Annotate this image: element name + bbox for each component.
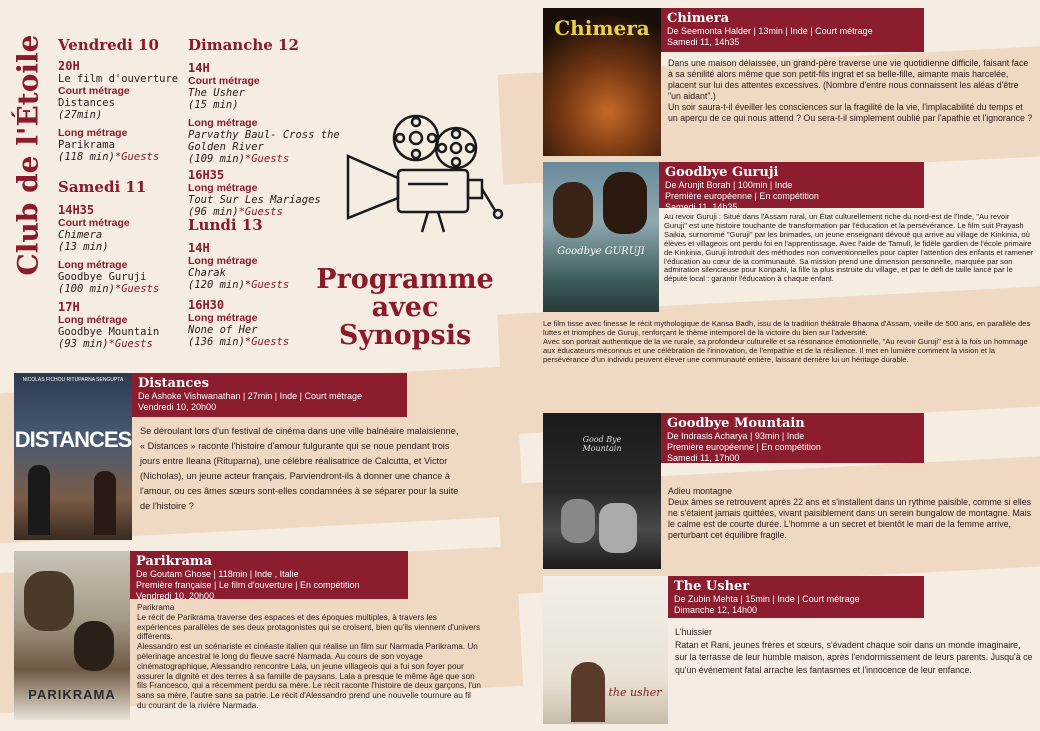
guruji-poster: Goodbye GURUJI (543, 162, 659, 312)
parikrama-poster: PARIKRAMA (14, 551, 130, 720)
time-label: 14H (188, 241, 210, 255)
usher-header (668, 576, 924, 618)
film-duration: (100 min)*Guests (58, 283, 160, 295)
schedule-sunday (188, 36, 348, 218)
category-label: Long métrage (58, 259, 128, 271)
film-date: Samedi 11, 17h00 (667, 453, 740, 463)
parikrama-synopsis: Parikrama Le récit de Parikrama traverse des espaces et des époques multiples, à travers les expériences parallèles de ses deux protagonistes qui se croisent, bien qu'ils viennent d'univers différents. Alessandro est un scénariste et cinéaste italien qui réalise un film sur Narmada Parikrama. Un pèlerinage ancestral le long du fleuve sacré Narmada. Au cours de son voyage cinématographique, Alessandro rencontre Lala, un jeune villageois qui a fui son foyer pour assurer la dignité et des terres à sa famille de paysans. Lala a presque le même âge que son fils Francesco, qui a récemment perdu sa mère. Le récit raconte l'histoire de deux garçons, l'un sans sa mère, l'autre sans sa patrie. Le récit d'Alessandro prend une nouvelle tournure au fil du courant de la rivière Narmada. (137, 603, 481, 710)
guests-label: *Guests (108, 338, 153, 350)
day-label: Vendredi 10 (58, 36, 159, 54)
film-date: Vendredi 10, 20h00 (138, 402, 217, 412)
film-meta-2: Première française | Le film d'ouverture | En compétition (136, 580, 360, 590)
guests-label: *Guests (114, 283, 160, 295)
film-title-cont: Golden River (188, 141, 264, 153)
guests-label: *Guests (114, 151, 160, 163)
mountain-poster: Good Bye Mountain (543, 413, 661, 569)
film-title: Distances (58, 97, 115, 109)
film-duration: (96 min)*Guests (188, 206, 283, 218)
film-title: Goodbye Guruji (665, 165, 779, 180)
distances-synopsis: Se déroulant lors d'un festival de cinéma dans une ville balnéaire malaisienne, « Distances » raconte l'histoire d'amour fulgurante qui se noue pendant trois jours entre Ileana (Rituparna), une célèbre réalisatrice de Calcutta, et Victor (Nicholas), un jeune acteur français. Parviendront-ils à donner une chance à l'amour, ou ces âmes sœurs sont-elles condamnées à se séparer pour la suite de l'histoire ? (140, 426, 459, 511)
category-label: Court métrage (58, 85, 130, 97)
film-meta: De Goutam Ghose | 118min | Inde , Italie (136, 569, 299, 579)
film-title: Goodbye Guruji (58, 271, 147, 283)
film-date: Vendredi 10, 20h00 (136, 591, 215, 601)
film-title: Goodbye Mountain (58, 326, 160, 338)
distances-header (132, 373, 407, 417)
program-title: Programme avec Synopsis (316, 264, 494, 351)
film-meta-2: Première européenne | En compétition (665, 191, 819, 201)
film-title: Parikrama (58, 139, 115, 151)
film-title: None of Her (188, 324, 258, 336)
distances-poster: NICOLAS FICHOU RITUPARNA SENGUPTA DISTANCES (14, 373, 132, 540)
film-date: Dimanche 12, 14h00 (674, 605, 758, 615)
film-meta: De Zubin Mehta | 15min | Inde | Court métrage (674, 594, 860, 604)
schedule-friday (58, 36, 183, 163)
category-label: Long métrage (188, 182, 258, 194)
category-label: Court métrage (188, 75, 260, 87)
film-meta: De Ashoke Vishwanathan | 27min | Inde | Court métrage (138, 391, 362, 401)
film-title: Charak (188, 267, 226, 279)
film-duration: (136 min)*Guests (188, 336, 290, 348)
mountain-synopsis: Adieu montagne Deux âmes se retrouvent après 22 ans et s'installent dans un rythme paisible, comme si elles ne s'étaient jamais quittées, vivant paisiblement dans un serein bungalow de montagne. Mais le calme est de courte durée. L'homme a un secret et bientôt le mari de la femme arrive, perturbant cet équilibre fragile. (668, 486, 1032, 540)
club-title: Club de l'Étoile (11, 34, 45, 276)
guruji-synopsis-1: Au revoir Guruji : Situé dans l'Assam rural, un État culturellement riche du nord-est de l'Inde, "Au revoir Guruji" est une histoire touchante de transformation par l'éducation et la persévérance. Le film suit Prayash Saikia, surnommé "Guruji" par les brimades, un jeune enseignant dévoué qui arrive au village de Kinkinia, où élèves et villageois ont perdu foi en l'apprentissage. Avec l'aide de Tamuli, le fidèle gardien de l'école primaire de Kinkinia, Guruji introduit des méthodes non conventionnelles pour capter l'attention des enfants et ramener l'éducation au cœur de la communauté. Sa mission prend une dimension personnelle, marquée par son admiration silencieuse pour Konpahi, la fille la plus instruite du village, et par le défi de taille lancé par le député local : garantir l'éducation à chaque enfant. (664, 212, 1034, 284)
parikrama-header (130, 551, 408, 599)
day-label: Lundi 13 (188, 216, 263, 234)
film-duration: (120 min)*Guests (188, 279, 290, 291)
category-label: Court métrage (58, 217, 130, 229)
film-title: Tout Sur Les Mariages (188, 194, 321, 206)
film-meta-2: Première européenne | En compétition (667, 442, 821, 452)
film-meta: De Arunjit Borah | 100min | Inde (665, 180, 793, 190)
category-label: Long métrage (58, 314, 128, 326)
day-label: Samedi 11 (58, 178, 147, 196)
mountain-header (661, 413, 924, 463)
category-label: Long métrage (188, 255, 258, 267)
chimera-poster: Chimera (543, 8, 661, 156)
film-duration: (15 min) (188, 99, 239, 111)
chimera-synopsis: Dans une maison délaissée, un grand-père traverse une vie quotidienne difficile, faisant face à sa sénilité alors même que son petit-fils ingrat et sa belle-fille, aimante mais harcelée, placent sur lui des attentes excessives. (Nombre d'entre nous connaissent les aléas d'être "un aidant".) Un soir saura-t-il éveiller les consciences sur la fragilité de la vie, l'implacabilité du temps et un aperçu de ce qui nous attend ? Ou sera-t-il simplement oublié par l'apathie et l'ignorance ? (668, 58, 1033, 123)
film-title: Chimera (667, 11, 730, 26)
film-duration: (13 min) (58, 241, 109, 253)
time-label: 20H (58, 59, 80, 73)
schedule-saturday (58, 178, 183, 350)
film-date: Samedi 11, 14h35 (665, 202, 738, 212)
usher-poster: the usher (543, 576, 668, 724)
film-duration: (93 min)*Guests (58, 338, 153, 350)
film-title: Chimera (58, 229, 103, 241)
film-date: Samedi 11, 14h35 (667, 37, 740, 47)
time-label: 16H30 (188, 298, 225, 312)
film-meta: De Indrasis Acharya | 93min | Inde (667, 431, 805, 441)
time-label: 14H (188, 61, 210, 75)
film-title: Goodbye Mountain (667, 416, 805, 431)
time-label: 14H35 (58, 203, 95, 217)
film-title: Parikrama (136, 554, 213, 569)
guests-label: *Guests (238, 206, 283, 218)
film-duration: (118 min)*Guests (58, 151, 160, 163)
guests-label: *Guests (244, 153, 290, 165)
usher-synopsis: L'huissier Ratan et Rani, jeunes frères et sœurs, s'évadent chaque soir dans un monde imaginaire, sur la terrasse de leur humble maison, après l'endormissement de leurs parents. Jusqu'à ce qu'un événement fatal arrache les fantasmes et l'innocence de leur enfance. (675, 627, 1033, 675)
film-title: The Usher (674, 579, 750, 594)
film-title: The Usher (188, 87, 245, 99)
time-label: 17H (58, 300, 80, 314)
film-meta: De Seemonta Halder | 13min | Inde | Court métrage (667, 26, 873, 36)
day-label: Dimanche 12 (188, 36, 299, 54)
time-label: 16H35 (188, 168, 225, 182)
film-title: Distances (138, 376, 209, 391)
chimera-header (661, 8, 924, 52)
category-label: Long métrage (188, 312, 258, 324)
category-label: Long métrage (58, 127, 128, 139)
film-projector-icon (338, 108, 508, 238)
opening-label: Le film d'ouverture (58, 73, 179, 85)
film-title: Parvathy Baul- Cross the (188, 129, 340, 141)
guests-label: *Guests (244, 279, 290, 291)
film-duration: (109 min)*Guests (188, 153, 290, 165)
guruji-header (659, 162, 924, 212)
category-label: Long métrage (188, 117, 258, 129)
film-duration: (27min) (58, 109, 103, 121)
guruji-synopsis-2: Le film tisse avec finesse le récit mythologique de Kansa Badh, issu de la tradition théâtrale Bhaona d'Assam, vieille de 500 ans, en parallèle des luttes et triomphes de Guruji, renforçant le thème intemporel de la victoire du bien sur l'adversité. Avec son portrait authentique de la vie rurale, sa profondeur culturelle et sa résonance émotionnelle, "Au revoir Guruji" est à la fois un hommage aux éducateurs méconnus et une célébration de l'innovation, de l'empathie et de la résilience. Il met en lumière comment la vision et la persévérance d'un individu peuvent élever une communauté entière, laissant derrière lui un héritage durable. (543, 319, 1031, 364)
guests-label: *Guests (244, 336, 290, 348)
